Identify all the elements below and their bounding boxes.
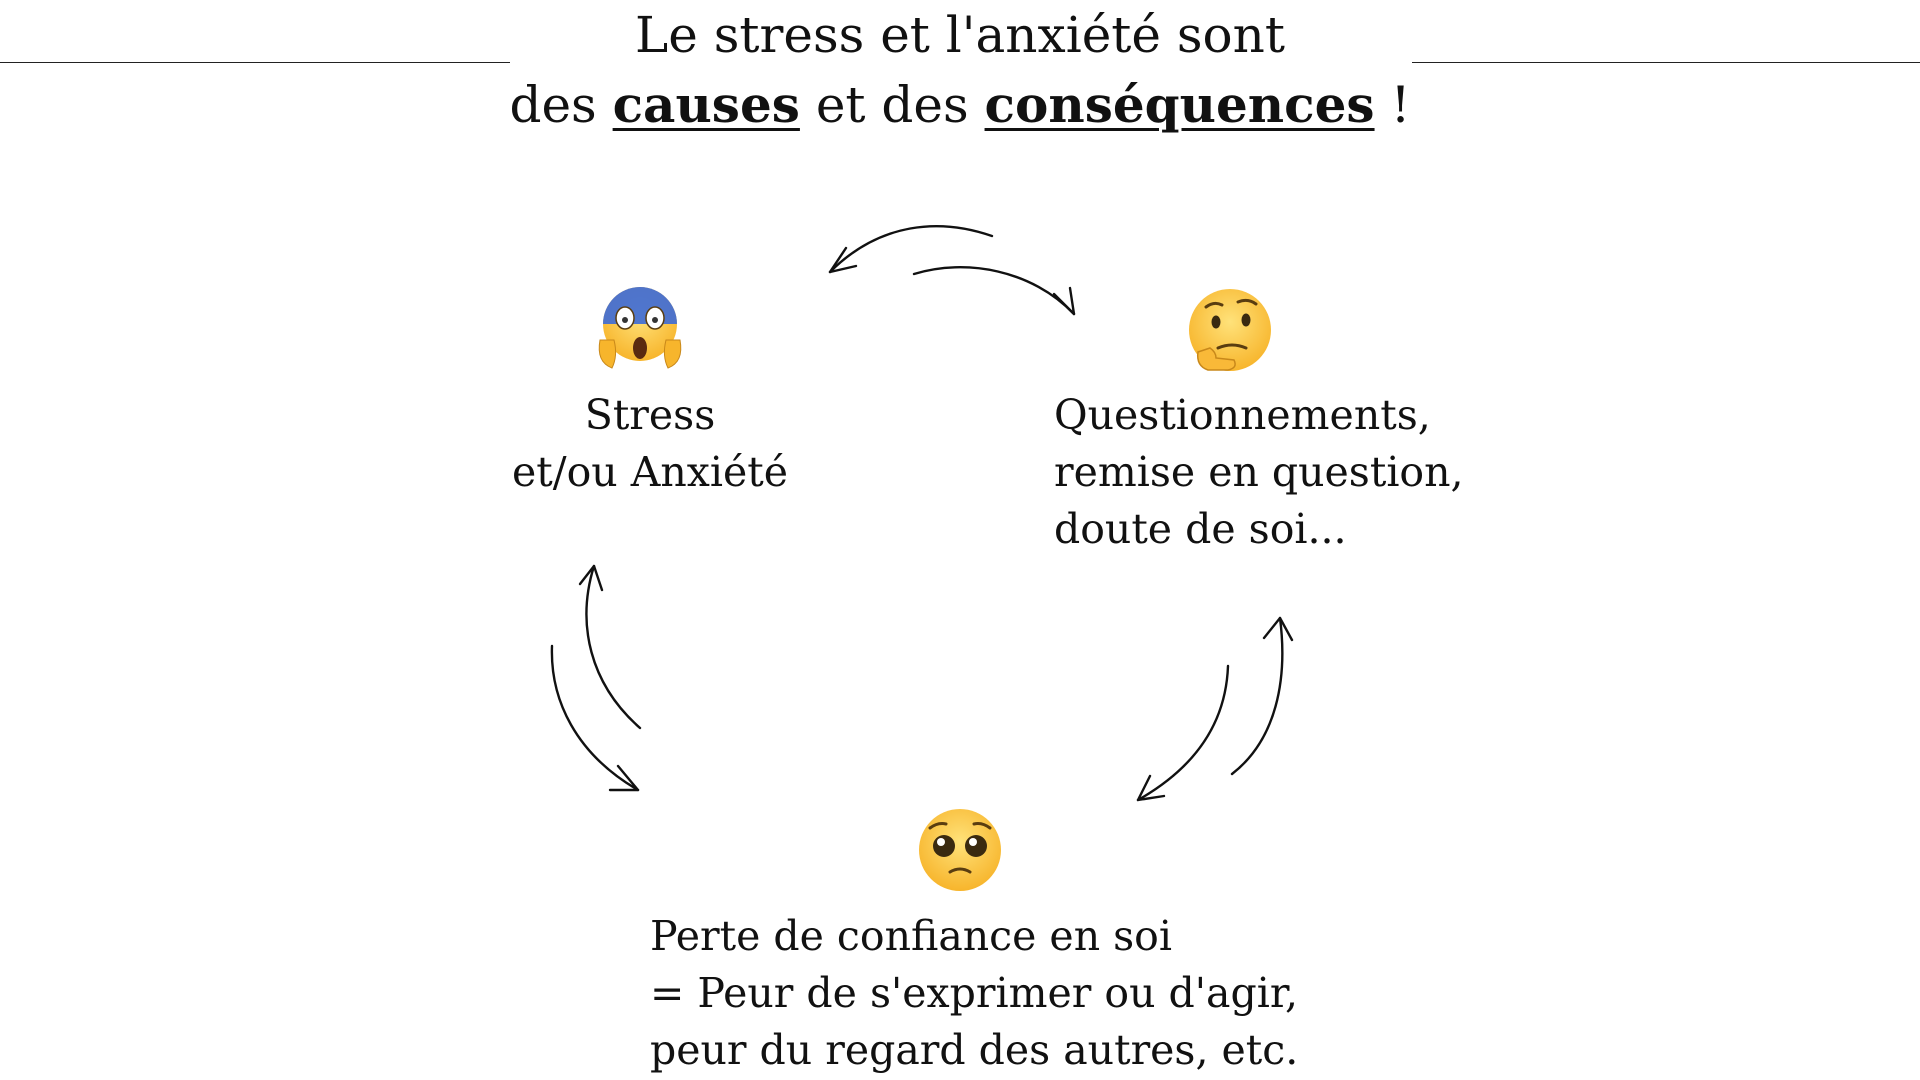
arrow-right-to-perte <box>1138 666 1228 800</box>
perte-line-3: peur du regard des autres, etc. <box>650 1026 1299 1074</box>
arrow-right-to-questions <box>1232 618 1282 774</box>
title-prefix: des <box>509 76 613 134</box>
arrowhead-top-to-questions <box>1054 288 1074 314</box>
perte-line-2: = Peur de s'exprimer ou d'agir, <box>650 969 1298 1017</box>
arrowhead-right-to-questions <box>1264 618 1292 640</box>
stress-line-2: et/ou Anxiété <box>512 448 788 496</box>
stress-line-1: Stress <box>584 391 716 439</box>
questionnements-line-2: remise en question, <box>1054 448 1464 496</box>
questionnements-node-text <box>1054 387 1464 558</box>
title-middle: et des <box>799 76 985 134</box>
pleading-face-icon <box>919 809 1001 891</box>
title-consequences: conséquences <box>984 75 1375 134</box>
questionnements-line-3: doute de soi... <box>1054 505 1347 553</box>
perte-line-1: Perte de confiance en soi <box>650 912 1172 960</box>
arrow-top-to-stress <box>830 226 992 272</box>
perte-confiance-node-text <box>650 908 1298 1079</box>
thinking-face-icon <box>1189 289 1271 371</box>
title-causes: causes <box>612 75 800 134</box>
screaming-face-icon <box>599 287 681 368</box>
arrow-left-to-perte <box>552 646 638 790</box>
title-suffix: ! <box>1374 76 1411 134</box>
arrowhead-left-to-perte <box>610 766 638 790</box>
questionnements-line-1: Questionnements, <box>1054 391 1431 439</box>
stress-node-text <box>500 387 800 501</box>
arrow-left-to-stress <box>586 566 640 728</box>
title-line-1: Le stress et l'anxiété sont <box>635 6 1285 64</box>
arrow-top-to-questions <box>914 267 1074 314</box>
